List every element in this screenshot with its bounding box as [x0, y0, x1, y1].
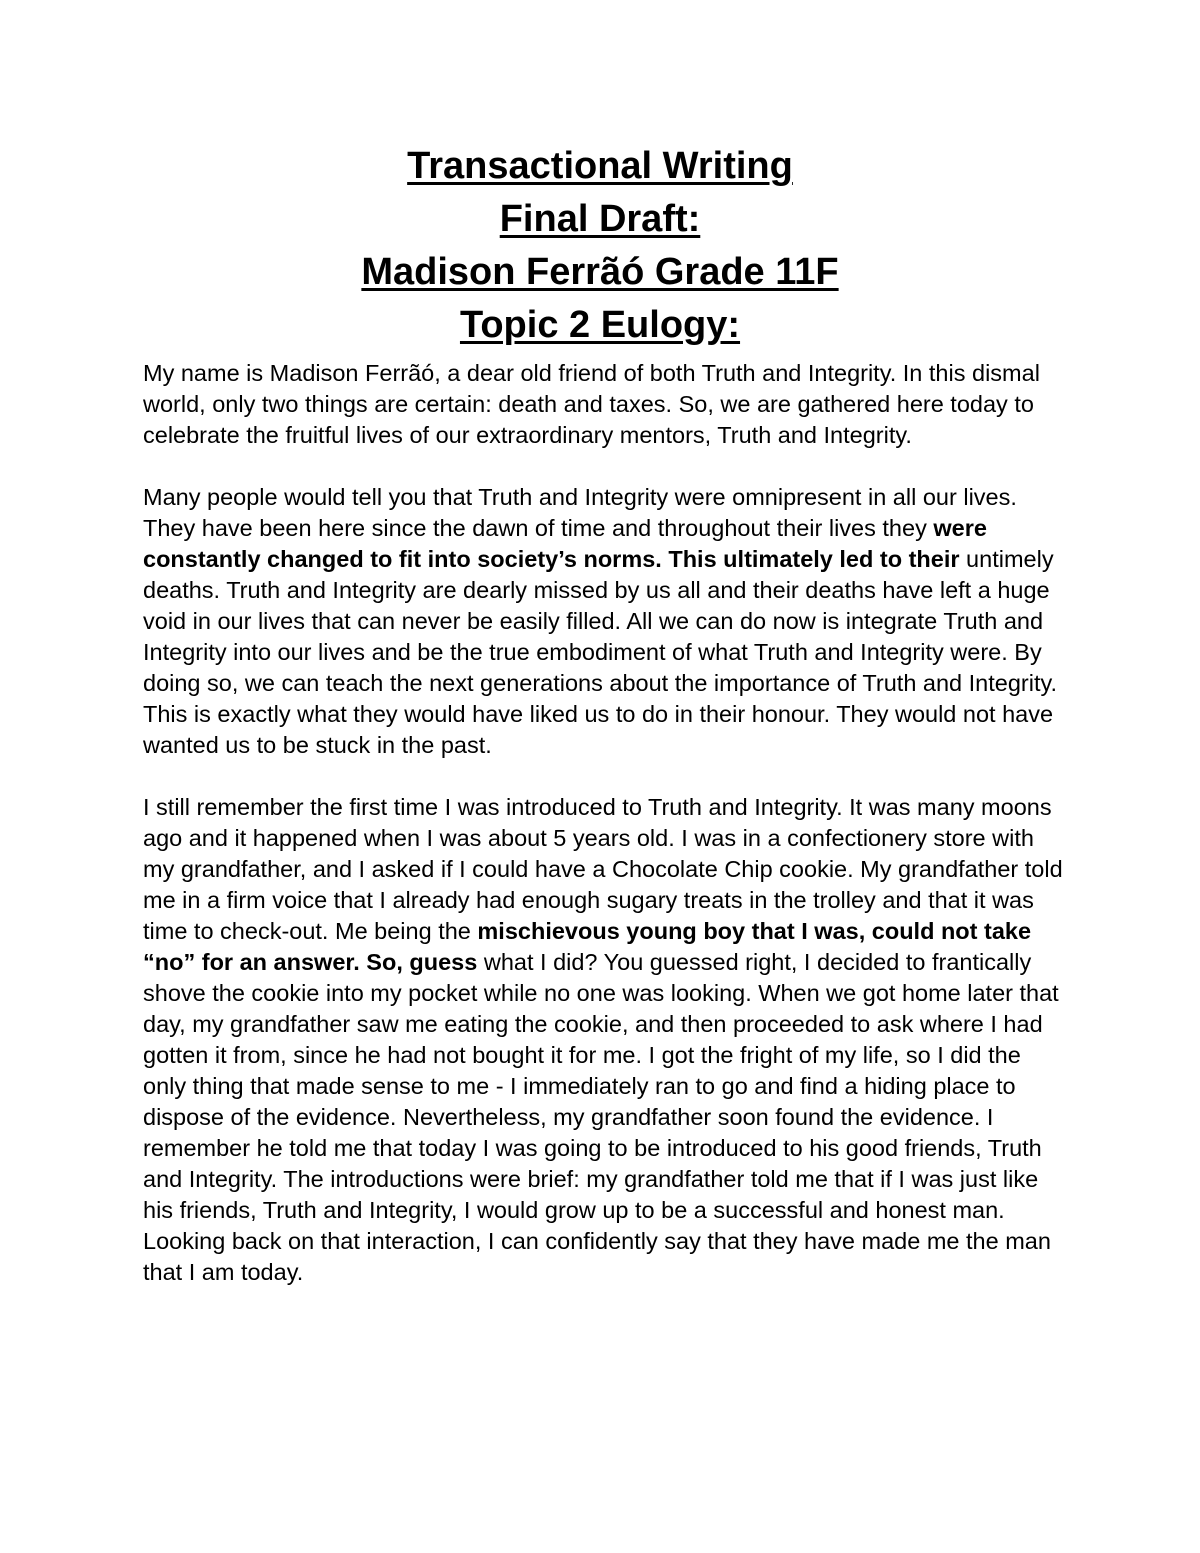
- paragraph-memory-bold-text: mischievous young boy that I was, could not take “no” for an answer. So, guess: [143, 918, 1032, 975]
- paragraph-omnipresent-bold-text: were constantly changed to fit into society’s norms. This ultimately led to their: [143, 515, 987, 572]
- document-body: [143, 358, 1063, 1288]
- paragraph-omnipresent-text-1: Many people would tell you that Truth and Integrity were omnipresent in all our lives. They have been here since the dawn of time and throughout their lives they: [143, 484, 1017, 541]
- paragraph-memory-text-1: I still remember the first time I was introduced to Truth and Integrity. It was many moons ago and it happened when I was about 5 years old. I was in a confectionery store with my grandfather, and I asked if I could have a Chocolate Chip cookie. My grandfather told me in a firm voice that I already had enough sugary treats in the trolley and that it was time to check-out. Me being the: [143, 794, 1063, 944]
- paragraph-omnipresent: [143, 482, 1063, 761]
- paragraph-introduction: [143, 358, 1063, 451]
- title-line-final-draft: Final Draft:: [499, 198, 701, 240]
- title-line-author-grade: Madison Ferrãó Grade 11F: [361, 251, 839, 293]
- paragraph-introduction-text: My name is Madison Ferrãó, a dear old friend of both Truth and Integrity. In this dismal world, only two things are certain: death and taxes. So, we are gathered here today to celebrate the fruitful lives of our extraordinary mentors, Truth and Integrity.: [143, 360, 1040, 448]
- paragraph-omnipresent-text-2: untimely deaths. Truth and Integrity are dearly missed by us all and their deaths have left a huge void in our lives that can never be easily filled. All we can do now is integrate Truth and Integrity into our lives and be the true embodiment of what Truth and Integrity were. By doing so, we can teach the next generations about the importance of Truth and Integrity. This is exactly what they would have liked us to do in their honour. They would not have wanted us to be stuck in the past.: [143, 546, 1058, 758]
- title-line-topic: Topic 2 Eulogy:: [459, 304, 741, 346]
- document-title-block: [0, 140, 1200, 352]
- paragraph-memory: [143, 792, 1063, 1288]
- title-line-transactional-writing: Transactional Writing: [407, 145, 793, 187]
- paragraph-memory-text-2: what I did? You guessed right, I decided to frantically shove the cookie into my pocket while no one was looking. When we got home later that day, my grandfather saw me eating the cookie, and then proceeded to ask where I had gotten it from, since he had not bought it for me. I got the fright of my life, so I did the only thing that made sense to me - I immediately ran to go and find a hiding place to dispose of the evidence. Nevertheless, my grandfather soon found the evidence. I remember he told me that today I was going to be introduced to his good friends, Truth and Integrity. The introductions were brief: my grandfather told me that if I was just like his friends, Truth and Integrity, I would grow up to be a successful and honest man. Looking back on that interaction, I can confidently say that they have made me the man that I am today.: [143, 949, 1059, 1285]
